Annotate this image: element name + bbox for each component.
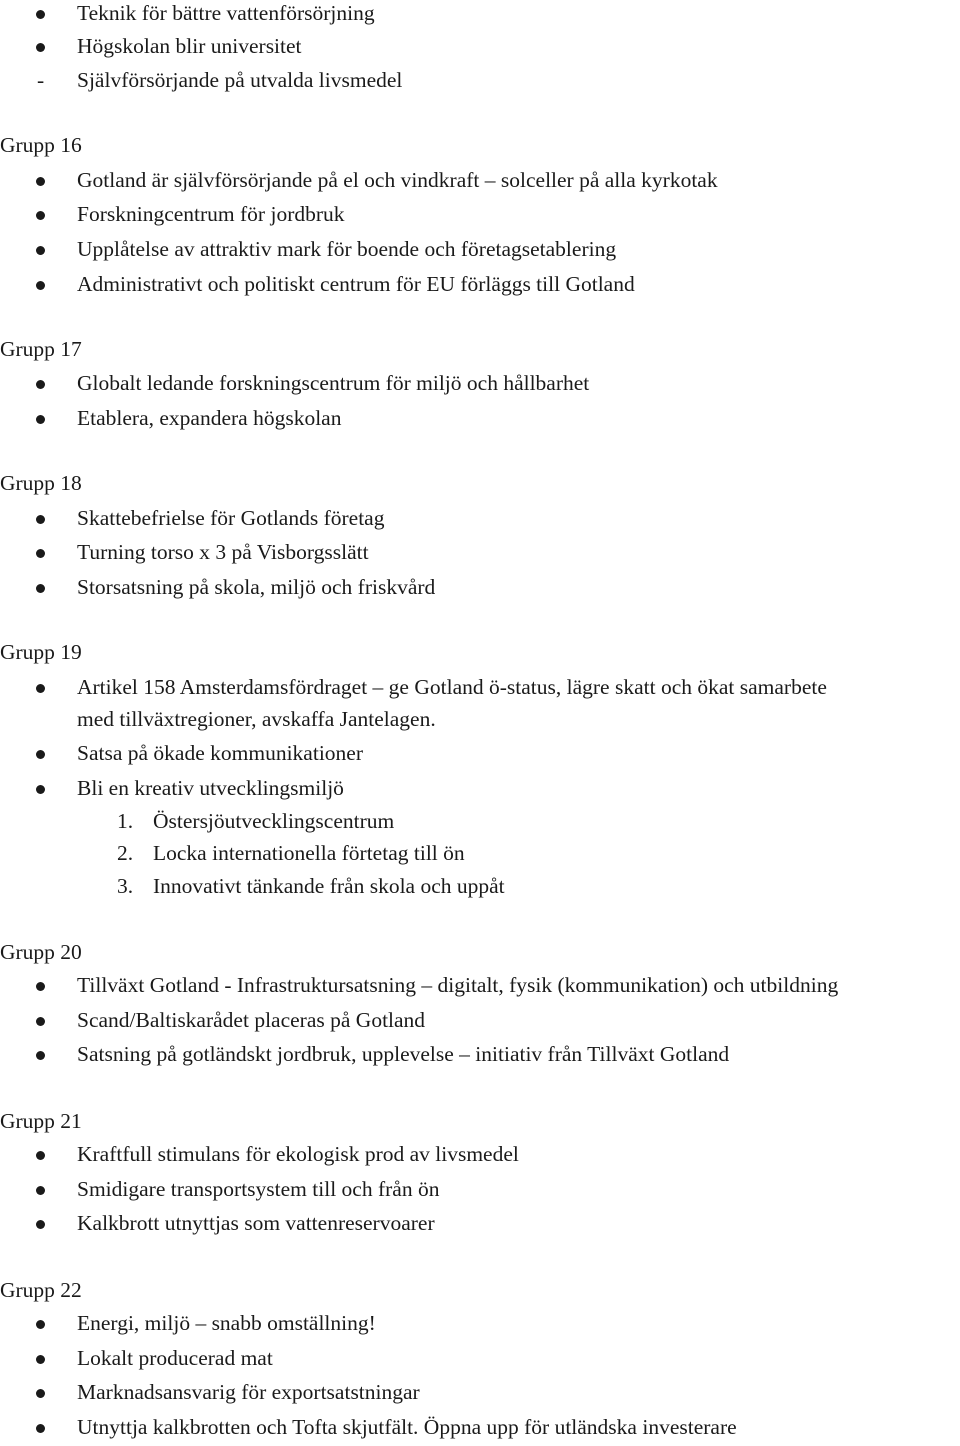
list-item: Bli en kreativ utvecklingsmiljö: [77, 776, 344, 800]
numbered-item: Innovativt tänkande från skola och uppåt: [153, 874, 505, 898]
list-item: Satsning på gotländskt jordbruk, upplevelse – initiativ från Tillväxt Gotland: [77, 1042, 730, 1066]
list-item: Etablera, expandera högskolan: [77, 406, 342, 430]
list-item: Upplåtelse av attraktiv mark för boende och företagsetablering: [77, 237, 617, 261]
bullet-icon: [36, 982, 45, 991]
bullet-icon: [36, 1320, 45, 1329]
bullet-icon: [36, 1017, 45, 1026]
bullet-icon: [36, 684, 45, 693]
list-item: Smidigare transportsystem till och från ön: [77, 1177, 440, 1201]
list-item: Lokalt producerad mat: [77, 1346, 273, 1370]
list-item: Forskningcentrum för jordbruk: [77, 202, 345, 226]
list-item: Utnyttja kalkbrotten och Tofta skjutfält. Öppna upp för utländska investerare: [77, 1415, 737, 1439]
bullet-icon: [36, 750, 45, 759]
bullet-icon: [36, 281, 45, 290]
dash-marker: -: [37, 68, 45, 92]
list-item: Högskolan blir universitet: [77, 34, 302, 58]
numbered-item: Locka internationella förtetag till ön: [153, 841, 465, 865]
list-item: Administrativt och politiskt centrum för EU förläggs till Gotland: [77, 272, 635, 296]
list-item: Självförsörjande på utvalda livsmedel: [77, 68, 403, 92]
bullet-icon: [36, 10, 45, 19]
bullet-icon: [36, 1051, 45, 1060]
list-number: 2.: [117, 841, 134, 865]
bullet-icon: [36, 1151, 45, 1160]
list-number: 1.: [117, 809, 134, 833]
bullet-icon: [36, 415, 45, 424]
list-item: Tillväxt Gotland - Infrastruktursatsning – digitalt, fysik (kommunikation) och utbildning: [77, 973, 839, 997]
bullet-icon: [36, 1389, 45, 1398]
numbered-item: Östersjöutvecklingscentrum: [153, 809, 395, 833]
bullet-icon: [36, 380, 45, 389]
bullet-icon: [36, 246, 45, 255]
bullet-icon: [36, 1424, 45, 1433]
list-item: Gotland är självförsörjande på el och vindkraft – solceller på alla kyrkotak: [77, 168, 718, 192]
bullet-icon: [36, 177, 45, 186]
group-heading: Grupp 17: [0, 337, 82, 361]
list-item: Turning torso x 3 på Visborgsslätt: [77, 540, 369, 564]
list-item: Kraftfull stimulans för ekologisk prod av livsmedel: [77, 1142, 519, 1166]
group-heading: Grupp 21: [0, 1109, 82, 1133]
list-item: Globalt ledande forskningscentrum för miljö och hållbarhet: [77, 371, 590, 395]
list-item: Artikel 158 Amsterdamsfördraget – ge Gotland ö-status, lägre skatt och ökat samarbete: [77, 675, 827, 699]
bullet-icon: [36, 1186, 45, 1195]
list-number: 3.: [117, 874, 134, 898]
bullet-icon: [36, 515, 45, 524]
bullet-icon: [36, 549, 45, 558]
list-item: Storsatsning på skola, miljö och friskvård: [77, 575, 436, 599]
list-item: Scand/Baltiskarådet placeras på Gotland: [77, 1008, 426, 1032]
bullet-icon: [36, 211, 45, 220]
list-item: Satsa på ökade kommunikationer: [77, 741, 363, 765]
group-heading: Grupp 19: [0, 640, 82, 664]
group-heading: Grupp 22: [0, 1278, 82, 1302]
group-heading: Grupp 16: [0, 133, 82, 157]
group-heading: Grupp 18: [0, 471, 82, 495]
bullet-icon: [36, 43, 45, 52]
bullet-icon: [36, 584, 45, 593]
list-item: Kalkbrott utnyttjas som vattenreservoarer: [77, 1211, 435, 1235]
list-item: Energi, miljö – snabb omställning!: [77, 1311, 376, 1335]
list-item: Skattebefrielse för Gotlands företag: [77, 506, 385, 530]
group-heading: Grupp 20: [0, 940, 82, 964]
list-item-continuation: med tillväxtregioner, avskaffa Jantelagen.: [77, 707, 436, 731]
list-item: Marknadsansvarig för exportsatstningar: [77, 1380, 420, 1404]
bullet-icon: [36, 1220, 45, 1229]
bullet-icon: [36, 785, 45, 794]
list-item: Teknik för bättre vattenförsörjning: [77, 1, 375, 25]
bullet-icon: [36, 1355, 45, 1364]
